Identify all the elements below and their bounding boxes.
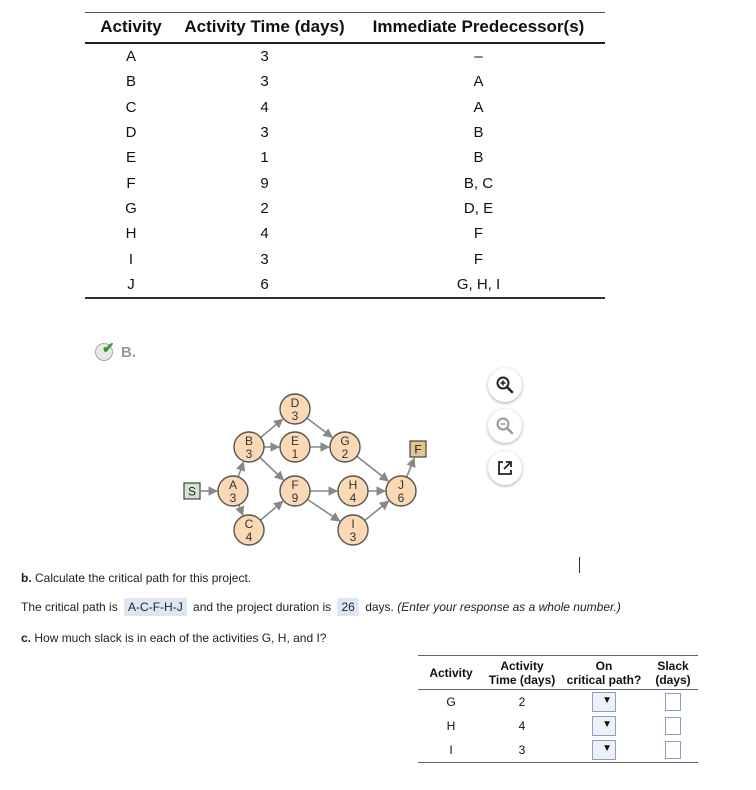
slack-input[interactable] [665,741,681,759]
node-a [218,476,248,506]
cell-time: 3 [260,124,269,142]
slack-cell-activity: I [418,738,484,763]
cell-predecessor: A [473,73,484,91]
node-letter: B [244,434,254,448]
arrow-c-f [260,501,282,520]
slack-input[interactable] [665,693,681,711]
arrow-i-j [365,501,389,520]
cell-activity: F [126,174,136,192]
critical-path-dropdown[interactable] [592,716,616,736]
header-activity-time: Activity Time (days) [177,13,352,44]
cell-activity: B [125,73,136,91]
node-time: 3 [291,409,299,423]
node-letter: F [291,478,299,492]
node-time: 3 [349,530,357,544]
node-letter: C [244,517,254,531]
arrow-j-fin [407,458,415,477]
dropdown-arrow-icon: ▼ [602,743,612,754]
arrow-f-i [307,499,339,521]
critical-path-answer[interactable]: A-C-F-H-J [124,598,187,616]
table-row [85,246,605,271]
slack-cell-critical [560,714,648,738]
header-predecessors: Immediate Predecessor(s) [352,13,605,44]
arrow-a-c [239,505,243,515]
network-diagram [175,385,435,555]
arrow-g-j [357,456,389,481]
node-time: 1 [291,447,299,461]
node-time: 3 [245,447,253,461]
node-time: 2 [341,447,349,461]
cell-time: 6 [177,272,352,298]
node-time: 6 [397,491,405,505]
dropdown-arrow-icon: ▼ [602,719,612,730]
cell-predecessor: B, C [463,174,494,192]
node-d [280,394,310,424]
slack-cell-activity: G [446,695,456,709]
critical-path-dropdown[interactable] [592,692,616,712]
node-time: 4 [245,530,253,544]
option-b-label: B. [121,343,136,361]
duration-answer[interactable]: 26 [337,598,358,616]
critical-path-dropdown[interactable] [592,740,616,760]
question-b [21,571,251,585]
slack-cell-activity: H [446,719,456,733]
node-letter: E [290,434,300,448]
node-letter: G [340,434,350,448]
header-activity: Activity [85,13,177,44]
node-time: 9 [291,491,299,505]
cell-time: 2 [260,199,269,217]
slack-cell-slack [648,690,698,715]
arrow-a-b [238,462,243,477]
cell-activity: J [85,272,177,298]
slack-header-slack-line2: (days) [655,673,691,687]
option-b[interactable] [95,340,136,361]
node-letter: D [290,396,300,410]
node-b [234,432,264,462]
cell-predecessor: B [473,149,484,167]
arrow-b-f [260,457,284,480]
node-time: 3 [229,491,237,505]
activity-table-header [85,13,605,44]
slack-cell-time: 2 [518,695,526,709]
question-c-text: How much slack is in each of the activities G, H, and I? [31,631,327,645]
option-b-radio[interactable] [95,340,115,361]
whole-number-hint: (Enter your response as a whole number.) [397,600,621,614]
zoom-in-button[interactable] [488,368,522,402]
cell-activity: I [128,250,134,268]
node-c [234,515,264,545]
node-letter: H [348,478,358,492]
question-b-prefix: b. [21,571,32,585]
node-f [280,476,310,506]
cell-time: 1 [260,149,269,167]
slack-cell-slack [648,714,698,738]
question-b-text: Calculate the critical path for this project. [31,571,252,585]
dropdown-arrow-icon: ▼ [602,695,612,706]
table-row [85,196,605,221]
node-g [330,432,360,462]
finish-node-label: F [414,442,422,457]
node-letter: J [398,478,404,492]
external-link-icon [496,459,514,477]
question-c [21,631,326,645]
cell-time: 4 [260,225,269,243]
slack-header-time [484,656,560,690]
slack-cell-critical [560,690,648,715]
cell-predecessor: A [473,98,484,116]
table-row [85,120,605,145]
activity-table [85,12,605,299]
arrow-b-d [261,419,283,437]
cell-time: 9 [260,174,269,192]
slack-header-time-line1: Activity [500,659,544,673]
slack-header-critical-line2: critical path? [566,673,642,687]
node-time: 4 [349,491,357,505]
zoom-out-icon [495,416,515,436]
text-cursor [579,557,580,573]
slack-row [418,690,698,715]
cell-activity: D [125,124,137,142]
node-i [338,515,368,545]
cell-activity: H [125,225,137,243]
node-letter: A [228,478,238,492]
duration-label: and the project duration is [193,600,332,614]
node-e [280,432,310,462]
cell-time: 3 [260,48,269,66]
question-b-answer-line [21,598,621,616]
critical-path-label: The critical path is [21,600,118,614]
zoom-in-icon [495,375,515,395]
slack-input[interactable] [665,717,681,735]
cell-activity: E [125,149,136,167]
cell-predecessor: B [473,124,484,142]
cell-predecessor: – [474,48,483,66]
open-external-button[interactable] [488,451,522,485]
cell-activity: A [125,48,136,66]
table-row [85,43,605,69]
cell-predecessor: D, E [463,199,494,217]
cell-time: 3 [260,73,269,91]
cell-time: 4 [260,98,269,116]
cell-predecessor: F [473,225,484,243]
table-row [85,69,605,94]
slack-header-time-line2: Time (days) [488,673,556,687]
slack-header-critical [560,656,648,690]
slack-header-slack [648,656,698,690]
table-row [85,95,605,120]
slack-row [418,714,698,738]
finish-node [410,441,426,457]
cell-predecessor: G, H, I [352,272,605,298]
zoom-out-button[interactable] [488,409,522,443]
table-row [85,145,605,170]
cell-activity: G [125,199,137,217]
cell-activity: C [125,98,137,116]
checkmark-icon: ✔ [102,340,115,357]
node-h [338,476,368,506]
slack-cell-slack [648,738,698,763]
slack-cell-time: 3 [484,738,560,763]
question-c-prefix: c. [21,631,32,645]
slack-header-activity: Activity [418,656,484,690]
days-label: days. [365,600,394,614]
start-node [184,483,200,499]
slack-cell-critical [560,738,648,763]
cell-time: 3 [260,250,269,268]
slack-cell-time: 4 [518,719,526,733]
table-row [85,170,605,195]
table-row [85,272,605,298]
node-j [386,476,416,506]
slack-header-critical-line1: On [595,659,613,673]
node-letter: I [351,517,355,531]
table-row [85,221,605,246]
arrow-d-g [307,418,332,437]
start-node-label: S [187,484,197,499]
slack-table [418,655,698,763]
slack-row [418,738,698,763]
slack-header-slack-line1: Slack [657,659,689,673]
cell-predecessor: F [473,250,484,268]
